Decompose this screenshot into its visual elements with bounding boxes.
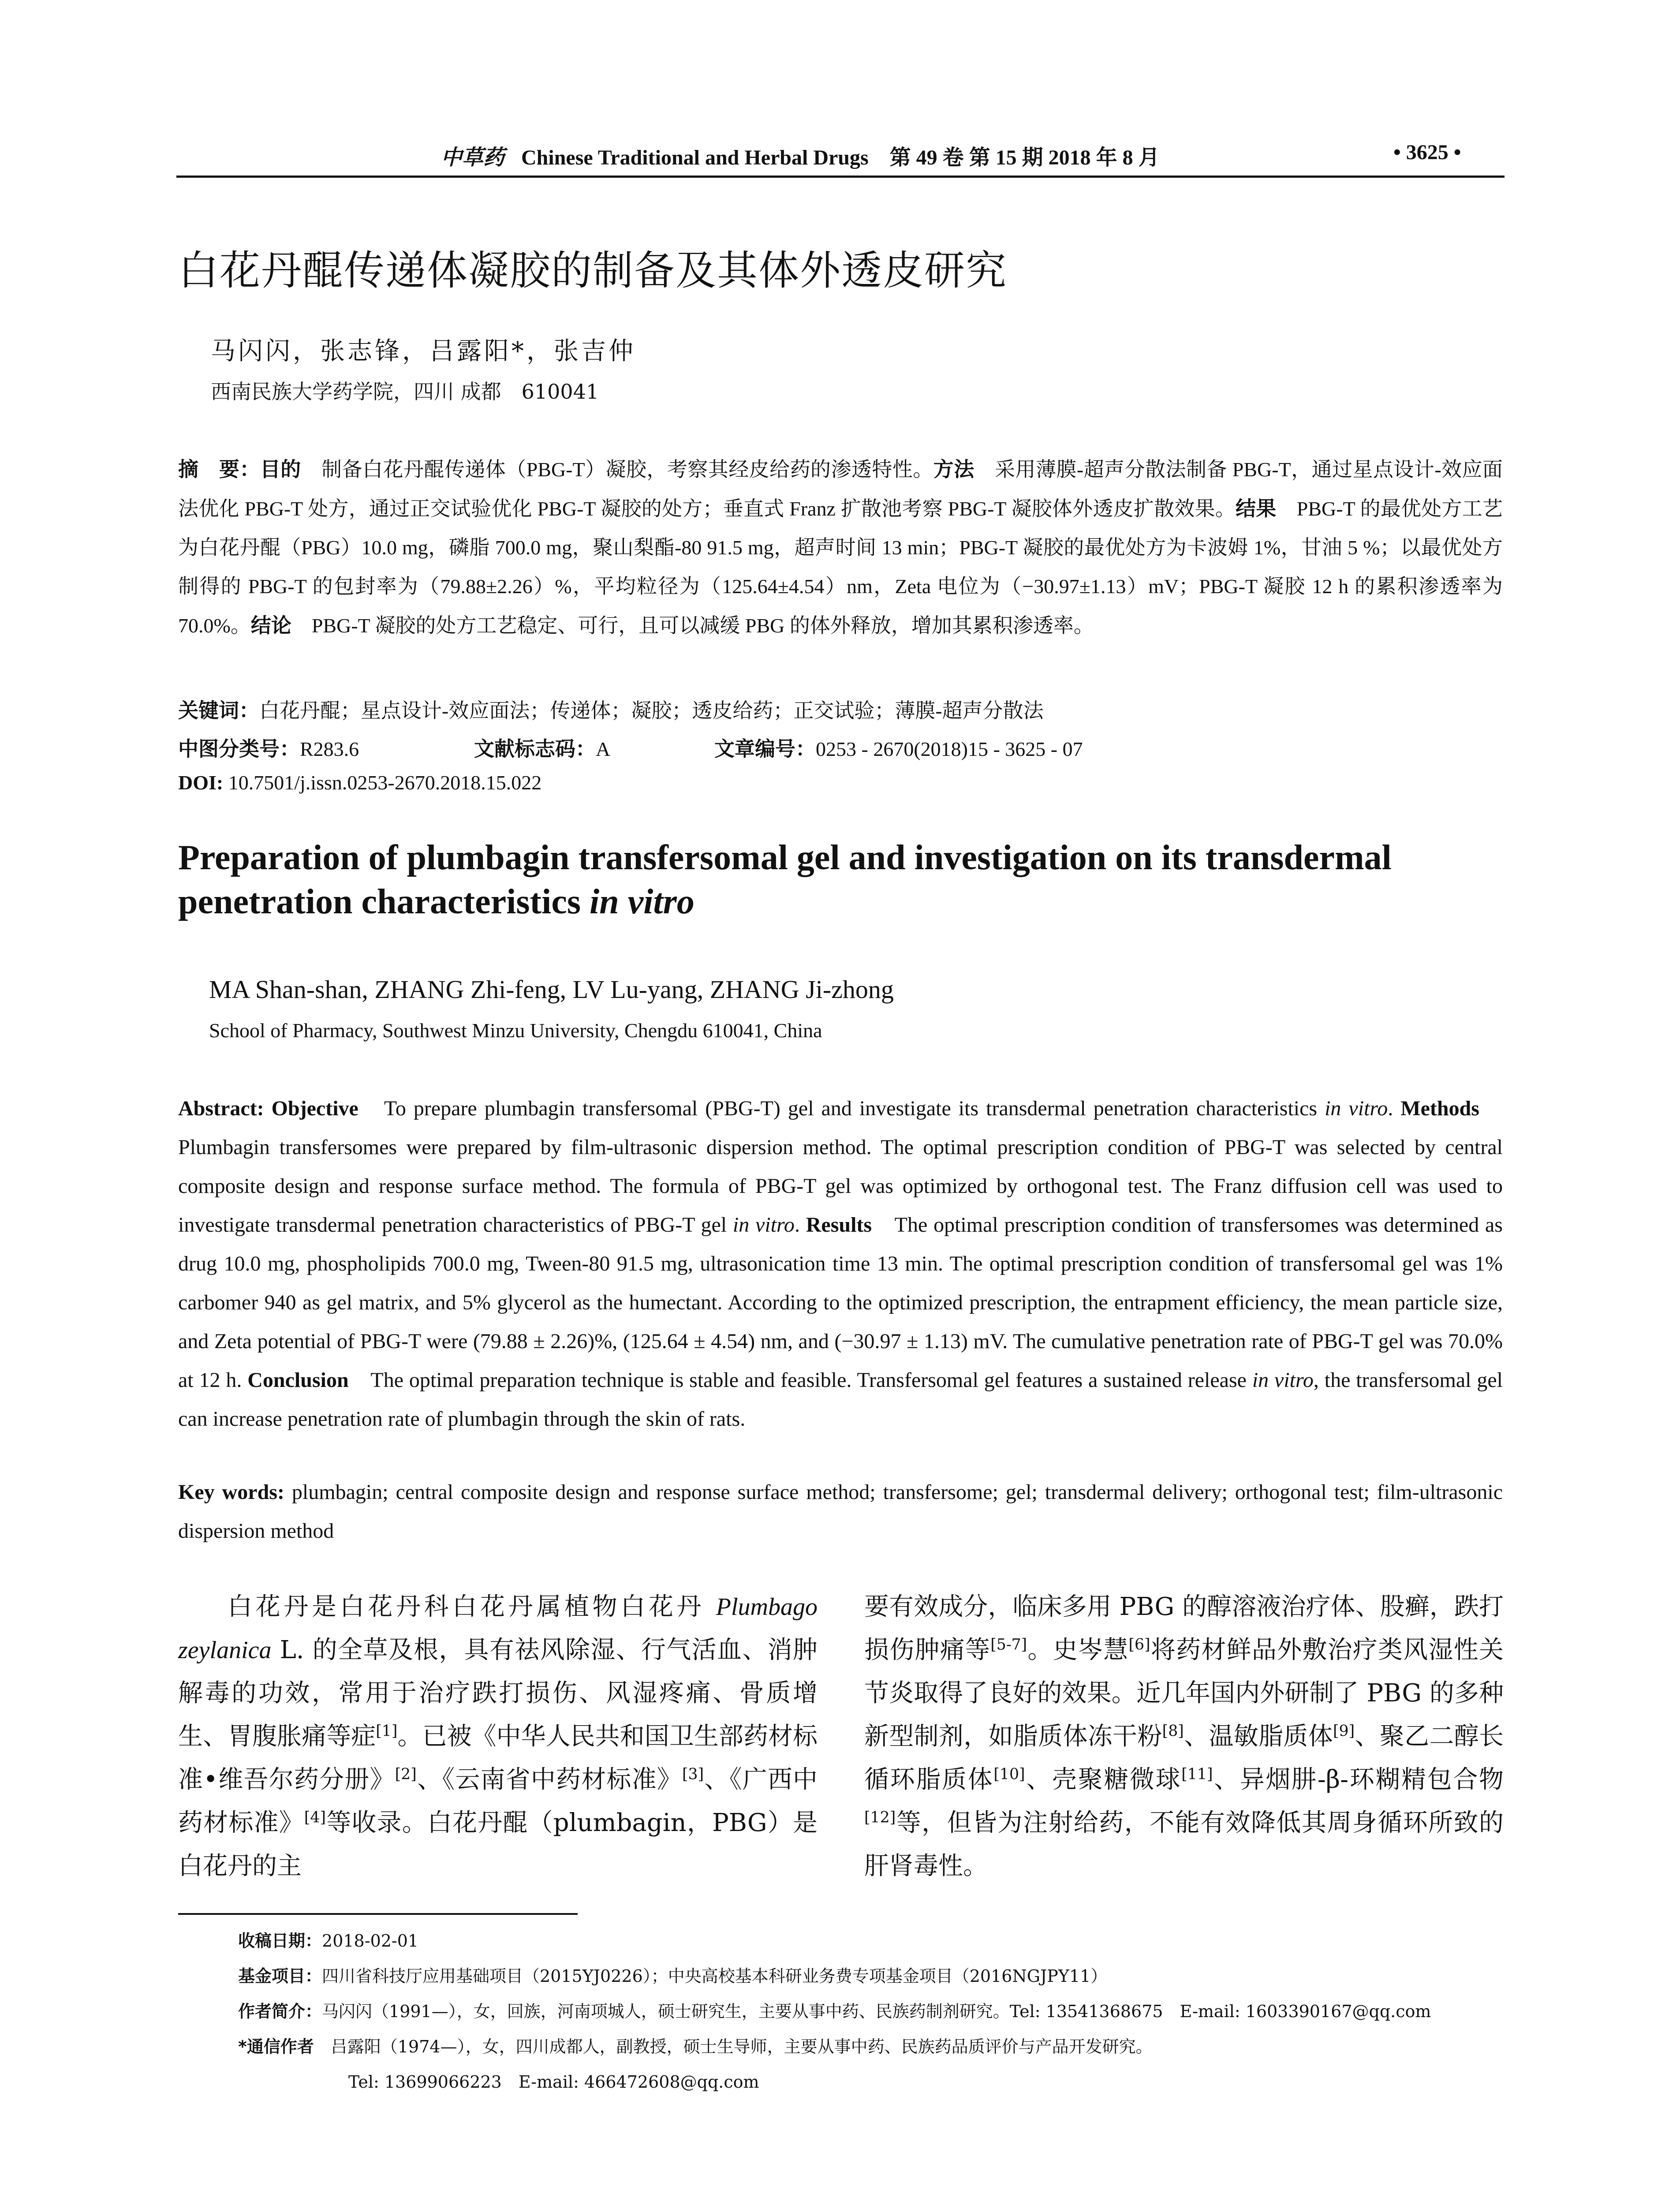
en-results-label: Results xyxy=(806,1213,872,1237)
cn-affiliation: 西南民族大学药学院，四川 成都 610041 xyxy=(211,380,599,404)
journal-info: Chinese Traditional and Herbal Drugs 第 49 卷 第 15 期 2018 年 8 月 xyxy=(521,146,1160,169)
en-conclusion-text2: , the transfersomal gel can increase penetration rate of plumbagin through the skin of rats. xyxy=(178,1368,1503,1431)
cn-methods-label: 方法 xyxy=(933,457,974,481)
cn-article-no xyxy=(714,733,1083,762)
doc-code-value: A xyxy=(596,738,611,760)
citation: [8] xyxy=(1162,1722,1184,1740)
en-conclusion-label: Conclusion xyxy=(247,1368,349,1392)
article-no-label: 文章编号： xyxy=(714,737,816,761)
body-text: 、《云南省中药材标准》 xyxy=(416,1765,682,1794)
en-objective-text: To prepare plumbagin transfersomal (PBG-T) gel and investigate its transdermal penetration characteristics xyxy=(358,1097,1325,1120)
citation: [2] xyxy=(395,1765,417,1783)
latin-name: Plumbago zeylanica xyxy=(178,1593,818,1664)
cn-abstract-label: 摘 要： xyxy=(178,457,260,481)
fund-label: 基金项目： xyxy=(238,1966,322,1986)
cn-abstract xyxy=(178,450,1503,645)
body-text: 白花丹是白花丹科白花丹属植物白花丹 xyxy=(228,1592,716,1621)
citation: [10] xyxy=(993,1765,1025,1783)
citation: [6] xyxy=(1128,1636,1150,1654)
cn-objective-label: 目的 xyxy=(260,457,301,481)
footnote-author xyxy=(238,1998,1431,2022)
cn-methods-text: 采用薄膜-超声分散法制备 PBG-T，通过星点设计-效应面法优化 PBG-T 处方，通过正交试验优化 PBG-T 凝胶的处方；垂直式 Franz 扩散池考察 PBG-T 凝胶体外透皮扩散效果。 xyxy=(178,458,1503,520)
en-keywords-label: Key words: xyxy=(178,1480,284,1504)
cn-authors: 马闪闪，张志锋，吕露阳*，张吉仲 xyxy=(211,337,636,366)
en-authors: MA Shan-shan, ZHANG Zhi-feng, LV Lu-yang, ZHANG Ji-zhong xyxy=(209,975,894,1004)
cn-keywords-text: 白花丹醌；星点设计-效应面法；传递体；凝胶；透皮给药；正交试验；薄膜-超声分散法 xyxy=(259,699,1044,722)
footnote-rule xyxy=(178,1913,578,1915)
doi-label: DOI: xyxy=(178,771,224,794)
footnote-corr-contact: Tel: 13699066223 E-mail: 466472608@qq.com xyxy=(348,2072,759,2092)
body-text: 、温敏脂质体 xyxy=(1183,1722,1333,1751)
body-text: 等，但皆为注射给药，不能有效降低其周身循环所致的肝肾毒性。 xyxy=(864,1809,1504,1880)
page-number: • 3625 • xyxy=(1393,141,1461,164)
footnote-fund xyxy=(238,1962,1107,1987)
body-left-column xyxy=(178,1585,818,1888)
en-title xyxy=(178,836,1503,924)
corr-label: *通信作者 xyxy=(238,2037,331,2056)
en-in-vitro-2: in vitro xyxy=(732,1213,795,1237)
citation: [11] xyxy=(1181,1765,1213,1783)
footnote-corresponding xyxy=(238,2033,1153,2057)
body-text: L. 的全草及根，具有祛风除湿、行气活血、消肿解毒的功效，常用于治疗跌打损伤、风湿疼痛、骨质增生、胃腹胀痛等症 xyxy=(178,1636,818,1751)
en-abstract-label: Abstract: Objective xyxy=(178,1097,358,1120)
cn-results-text: PBG-T 的最优处方工艺为白花丹醌（PBG）10.0 mg，磷脂 700.0 mg，聚山梨酯-80 91.5 mg，超声时间 13 min；PBG-T 凝胶的最优处方为卡波姆 1%，甘油 5 %；以最优处方制得的 PBG-T 的包封率为（79.88±2.26）%，平均粒径为（125.64±4.54）nm，Zeta 电位为（−30.97±1.13）mV；PBG-T 凝胶 12 h 的累积渗透率为 70.0%。 xyxy=(178,497,1503,637)
body-text: 、壳聚糖微球 xyxy=(1025,1765,1182,1794)
corr-text: 吕露阳（1974—），女，四川成都人，副教授，硕士生导师，主要从事中药、民族药品质评价与产品开发研究。 xyxy=(330,2037,1153,2056)
cn-results-label: 结果 xyxy=(1236,497,1277,520)
footnote-received xyxy=(238,1927,418,1951)
cn-classification xyxy=(178,733,359,762)
fund-text: 四川省科技厅应用基础项目（2015YJ0226）；中央高校基本科研业务费专项基金项目（2016NGJPY11） xyxy=(322,1966,1108,1986)
en-in-vitro-3: in vitro xyxy=(1252,1368,1314,1392)
cn-doc-code xyxy=(474,733,610,762)
body-text: 等收录。白花丹醌（plumbagin，PBG）是白花丹的主 xyxy=(178,1809,818,1880)
header-rule xyxy=(176,176,1505,178)
received-date: 2018-02-01 xyxy=(322,1931,419,1951)
journal-logo: 中草药 xyxy=(441,145,505,170)
en-keywords-text: plumbagin; central composite design and response surface method; transfersome; gel; transdermal delivery; orthogonal test; film-ultrasonic dispersion method xyxy=(178,1480,1503,1543)
cn-conclusion-label: 结论 xyxy=(250,613,291,637)
article-no-value: 0253 - 2670(2018)15 - 3625 - 07 xyxy=(816,738,1083,760)
doi-value: 10.7501/j.issn.0253-2670.2018.15.022 xyxy=(223,771,542,794)
citation: [3] xyxy=(682,1765,704,1783)
en-abstract: Abstract: Objective To prepare plumbagin transfersomal (PBG-T) gel and investigate its transdermal penetration characteristics in vitro. Methods Plumbagin transfersomes were prepared by film-ultrasonic dispersion method. The optimal prescription condition of PBG-T was selected by central composite design and response surface method. The formula of PBG-T gel was optimized by orthogonal test. The Franz diffusion cell was used to investigate transdermal penetration characteristics of PBG-T gel in vitro. Results The optimal prescription condition of transfersomes was determined as drug 10.0 mg, phospholipids 700.0 mg, Tween-80 91.5 mg, ultrasonication time 13 min. The optimal prescription condition of transfersomal gel was 1% carbomer 940 as gel matrix, and 5% glycerol as the humectant. According to the optimized prescription, the entrapment efficiency, the mean particle size, and Zeta potential of PBG-T were (79.88 ± 2.26)%, (125.64 ± 4.54) nm, and (−30.97 ± 1.13) mV. The cumulative penetration rate of PBG-T gel was 70.0% at 12 h. Conclusion The optimal preparation technique is stable and feasible. Transfersomal gel features a sustained release in vitro, the transfersomal gel can increase penetration rate of plumbagin through the skin of rats. xyxy=(178,1097,1503,1431)
en-results-text: The optimal prescription condition of transfersomes was determined as drug 10.0 mg, phospholipids 700.0 mg, Tween-80 91.5 mg, ultrasonication time 13 min. The optimal prescription condition of transfersomal gel was 1% carbomer 940 as gel matrix, and 5% glycerol as the humectant. According to the optimized prescription, the entrapment efficiency, the mean particle size, and Zeta potential of PBG-T were (79.88 ± 2.26)%, (125.64 ± 4.54) nm, and (−30.97 ± 1.13) mV. The cumulative penetration rate of PBG-T gel was 70.0% at 12 h. xyxy=(178,1213,1503,1392)
body-right-column xyxy=(864,1585,1504,1888)
cn-keywords-label: 关键词： xyxy=(178,699,259,722)
cn-keywords xyxy=(178,695,1044,724)
citation: [1] xyxy=(376,1722,398,1740)
en-methods-label: Methods xyxy=(1400,1097,1479,1120)
received-label: 收稿日期： xyxy=(238,1931,322,1951)
body-text: 、《广西中药材标准》 xyxy=(178,1765,818,1837)
citation: [4] xyxy=(304,1809,326,1827)
en-title-main: Preparation of plumbagin transfersomal gel and investigation on its transdermal penetration characteristics xyxy=(178,838,1392,921)
en-keywords xyxy=(178,1473,1503,1551)
en-title-italic: in vitro xyxy=(590,882,694,921)
body-text: 将药材鲜品外敷治疗类风湿性关节炎取得了良好的效果。近几年国内外研制了 PBG 的多种新型制剂，如脂质体冻干粉 xyxy=(864,1636,1504,1751)
cn-objective-text: 制备白花丹醌传递体（PBG-T）凝胶，考察其经皮给药的渗透特性。 xyxy=(301,458,933,481)
body-text: 、异烟肼-β-环糊精包合物 xyxy=(1213,1765,1504,1794)
citation: [9] xyxy=(1333,1722,1355,1740)
en-in-vitro-1: in vitro xyxy=(1325,1097,1388,1120)
citation: [12] xyxy=(864,1809,896,1827)
body-text: 、聚乙二醇长循环脂质体 xyxy=(864,1722,1504,1794)
cn-conclusion-text: PBG-T 凝胶的处方工艺稳定、可行，且可以减缓 PBG 的体外释放，增加其累积渗透率。 xyxy=(291,614,1094,637)
clc-value: R283.6 xyxy=(300,738,359,760)
clc-label: 中图分类号： xyxy=(178,737,300,761)
cn-title: 白花丹醌传递体凝胶的制备及其体外透皮研究 xyxy=(178,247,1008,294)
author-text: 马闪闪（1991—），女，回族，河南项城人，硕士研究生，主要从事中药、民族药制剂研究。Tel: 13541368675 E-mail: 1603390167@qq.com xyxy=(322,2002,1431,2021)
body-text: 。已被《中华人民共和国卫生部药材标准•维吾尔药分册》 xyxy=(178,1722,818,1794)
doc-code-label: 文献标志码： xyxy=(474,737,596,761)
en-affiliation: School of Pharmacy, Southwest Minzu University, Chengdu 610041, China xyxy=(209,1019,822,1042)
en-conclusion-text: The optimal preparation technique is stable and feasible. Transfersomal gel features a sustained release xyxy=(348,1368,1252,1392)
en-methods-text: Plumbagin transfersomes were prepared by film-ultrasonic dispersion method. The optimal prescription condition of PBG-T was selected by central composite design and response surface method. The formula of PBG-T gel was optimized by orthogonal test. The Franz diffusion cell was used to investigate transdermal penetration characteristics of PBG-T gel xyxy=(178,1097,1503,1237)
body-text: 要有效成分，临床多用 PBG 的醇溶液治疗体、股癣，跌打损伤肿痛等 xyxy=(864,1592,1504,1664)
journal-header xyxy=(441,140,1160,171)
body-text: 。史岑慧 xyxy=(1027,1636,1129,1664)
citation: [5-7] xyxy=(990,1636,1027,1654)
doi-line xyxy=(178,771,541,794)
author-label: 作者简介： xyxy=(238,2002,322,2021)
